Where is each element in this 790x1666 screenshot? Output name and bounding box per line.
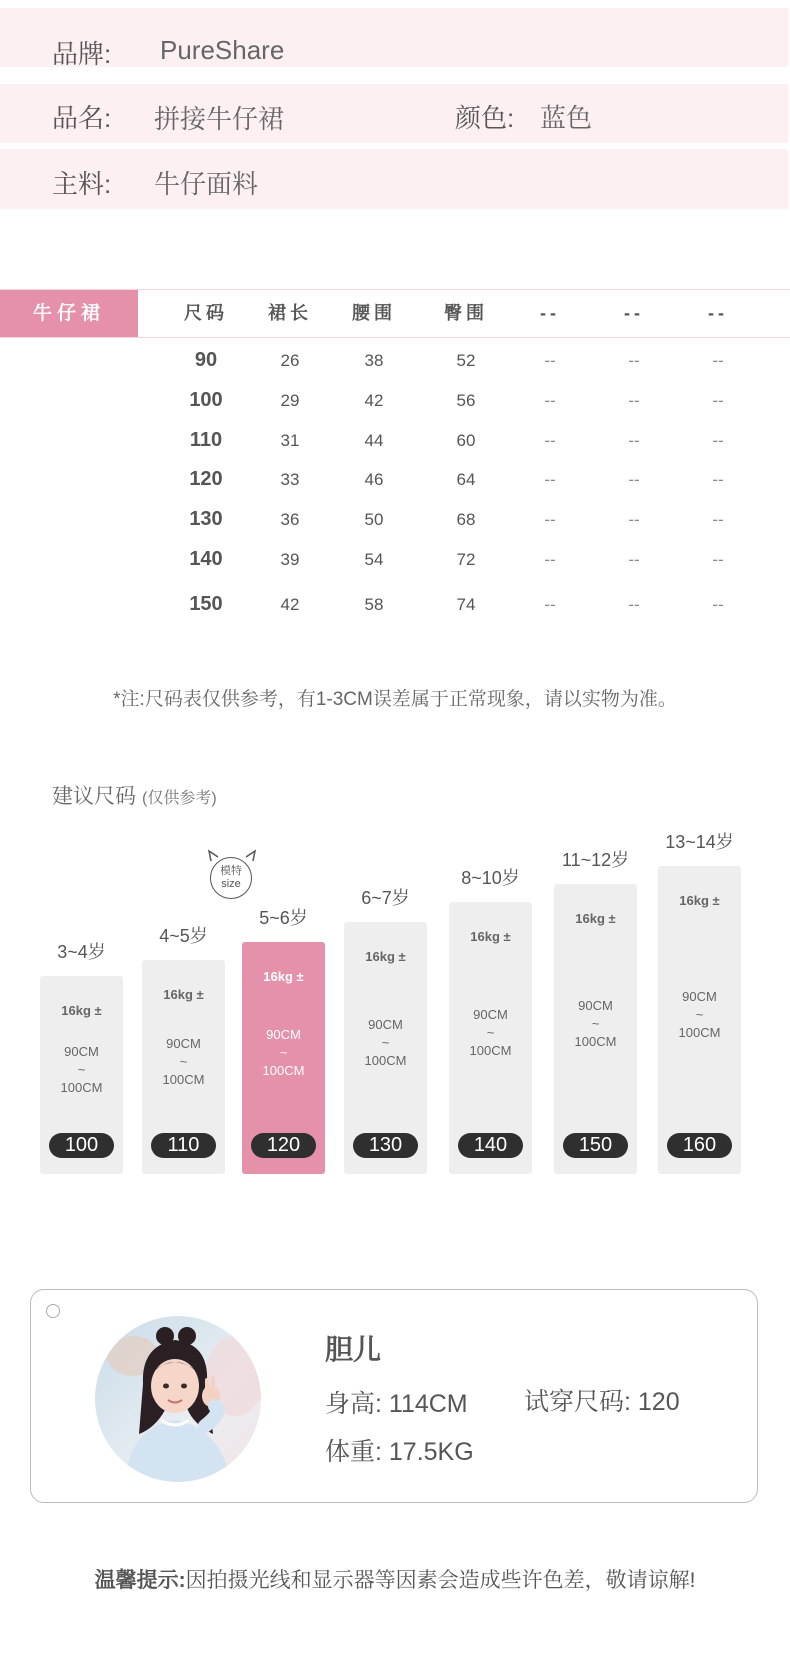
table-cell: -- [712,470,724,489]
table-cell: 44 [364,431,384,450]
card-height-range [40,1043,123,1097]
card-height-min: 90CM [266,1027,301,1042]
table-cell: 72 [456,550,476,569]
table-cell-size: 90 [194,349,218,371]
material-label: 主料: [52,169,112,199]
table-cell: 36 [280,510,300,529]
card-height-max: 100CM [60,1080,103,1095]
card-height-range [658,988,741,1042]
table-cell: -- [628,351,640,370]
table-cell: -- [544,351,556,370]
model-avatar-illustration [95,1316,261,1482]
card-tilde: ~ [77,1062,86,1077]
table-cell: 46 [364,470,384,489]
card-height-max: 100CM [574,1034,617,1049]
material-value: 牛仔面料 [154,169,259,199]
table-cell: 54 [364,550,384,569]
recommend-subtitle: (仅供参考) [142,790,217,807]
card-tilde: ~ [279,1045,288,1060]
tip-line [0,1564,790,1594]
card-weight: 16kg ± [470,929,511,944]
age-label: 13~14岁 [665,832,734,852]
table-cell: -- [628,510,640,529]
card-height-min: 90CM [578,998,613,1013]
table-cell: 60 [456,431,476,450]
table-cell: 74 [456,595,476,614]
table-cell: 39 [280,550,300,569]
age-label: 6~7岁 [361,888,410,908]
table-cell: 42 [280,595,300,614]
table-cell: 38 [364,351,384,370]
table-header-line [0,337,790,338]
table-cell: -- [712,431,724,450]
card-height-min: 90CM [682,989,717,1004]
card-height-range [242,1026,325,1080]
card-height-range [142,1035,225,1089]
table-cell-size: 110 [189,429,223,451]
table-header-2: 腰围 [352,303,396,323]
color-value: 蓝色 [540,103,593,133]
size-card-110 [142,960,225,1174]
table-cell: 56 [456,391,476,410]
age-label: 8~10岁 [461,868,520,888]
badge-line2: size [221,878,241,890]
table-cell: -- [628,391,640,410]
tip-text: 因拍摄光线和显示器等因素会造成些许色差，敬请谅解! [185,1569,696,1592]
brand-value: PureShare [160,35,285,65]
age-label: 5~6岁 [259,908,308,928]
size-card-100 [40,976,123,1174]
table-cell: 31 [280,431,300,450]
card-height-range [554,997,637,1051]
model-photo [95,1316,261,1482]
table-cell: 29 [280,391,300,410]
table-cell: -- [544,510,556,529]
table-cell: -- [712,351,724,370]
table-cell: -- [628,431,640,450]
info-row-name [0,84,788,143]
table-cell-size: 120 [189,468,223,490]
table-cell: -- [544,391,556,410]
model-name: 胆儿 [325,1334,382,1365]
table-cell: 58 [364,595,384,614]
table-header-6: -- [708,303,728,323]
tag-hole [46,1304,60,1318]
table-header-3: 臀围 [444,303,488,323]
table-cell: -- [544,470,556,489]
card-weight: 16kg ± [61,1003,102,1018]
size-card-160 [658,866,741,1174]
table-cell: -- [712,550,724,569]
recommend-title [52,780,217,810]
table-cell: 52 [456,351,476,370]
card-tilde: ~ [695,1007,704,1022]
table-cell: 64 [456,470,476,489]
name-value: 拼接牛仔裙 [154,104,285,134]
size-pill: 140 [458,1133,523,1158]
model-weight: 体重: 17.5KG [325,1438,474,1466]
table-header-4: -- [540,303,560,323]
table-header-5: -- [624,303,644,323]
size-card-140 [449,902,532,1174]
model-trial-size: 试穿尺码: 120 [524,1388,680,1416]
table-cell: -- [712,391,724,410]
size-card-120 [242,942,325,1174]
recommend-title-text: 建议尺码 [52,785,136,808]
color-label: 颜色: [455,103,515,133]
size-pill: 130 [353,1133,418,1158]
table-cell-size: 100 [189,389,223,411]
table-cell: 68 [456,510,476,529]
card-weight: 16kg ± [263,969,304,984]
table-cell-size: 140 [189,548,223,570]
table-cell: -- [544,431,556,450]
card-height-min: 90CM [368,1017,403,1032]
card-tilde: ~ [179,1054,188,1069]
card-weight: 16kg ± [575,911,616,926]
table-cell: -- [628,550,640,569]
table-header-1: 裙长 [268,303,312,323]
table-cell: 42 [364,391,384,410]
table-cell: -- [544,595,556,614]
table-cell: 33 [280,470,300,489]
model-size-badge [210,857,252,899]
size-note: *注:尺码表仅供参考，有1-3CM误差属于正常现象，请以实物为准。 [113,689,677,710]
card-height-max: 100CM [162,1072,205,1087]
size-pill: 110 [151,1133,216,1158]
size-pill: 120 [251,1133,316,1158]
age-label: 4~5岁 [159,926,208,946]
badge-line1: 模特 [220,865,242,877]
tip-label: 温馨提示: [94,1569,186,1592]
cat-ears-icon [203,848,261,862]
size-pill: 160 [667,1133,732,1158]
table-cell: -- [628,470,640,489]
size-pill: 100 [49,1133,114,1158]
card-height-min: 90CM [166,1036,201,1051]
table-cell: 50 [364,510,384,529]
card-tilde: ~ [591,1016,600,1031]
brand-label: 品牌: [52,39,112,69]
age-label: 11~12岁 [561,850,630,870]
card-weight: 16kg ± [163,987,204,1002]
size-card-130 [344,922,427,1174]
card-height-min: 90CM [64,1044,99,1059]
card-height-min: 90CM [473,1007,508,1022]
info-row-brand [0,8,788,67]
model-height: 身高: 114CM [325,1390,468,1418]
card-height-range [449,1006,532,1060]
age-label: 3~4岁 [57,942,106,962]
card-height-max: 100CM [364,1053,407,1068]
card-height-max: 100CM [678,1025,721,1040]
info-row-material [0,149,788,209]
table-header-0: 尺码 [184,303,228,323]
table-cell: 26 [280,351,300,370]
size-pill: 150 [563,1133,628,1158]
size-card-150 [554,884,637,1174]
table-tag: 牛仔裙 [0,290,138,337]
table-cell-size: 130 [189,508,223,530]
table-cell: -- [712,595,724,614]
card-weight: 16kg ± [365,949,406,964]
card-height-range [344,1016,427,1070]
card-height-max: 100CM [469,1043,512,1058]
card-weight: 16kg ± [679,893,720,908]
table-cell: -- [628,595,640,614]
table-cell: -- [544,550,556,569]
name-label: 品名: [52,103,112,133]
card-height-max: 100CM [262,1063,305,1078]
table-cell: -- [712,510,724,529]
table-cell-size: 150 [189,593,223,615]
card-tilde: ~ [381,1035,390,1050]
card-tilde: ~ [486,1025,495,1040]
